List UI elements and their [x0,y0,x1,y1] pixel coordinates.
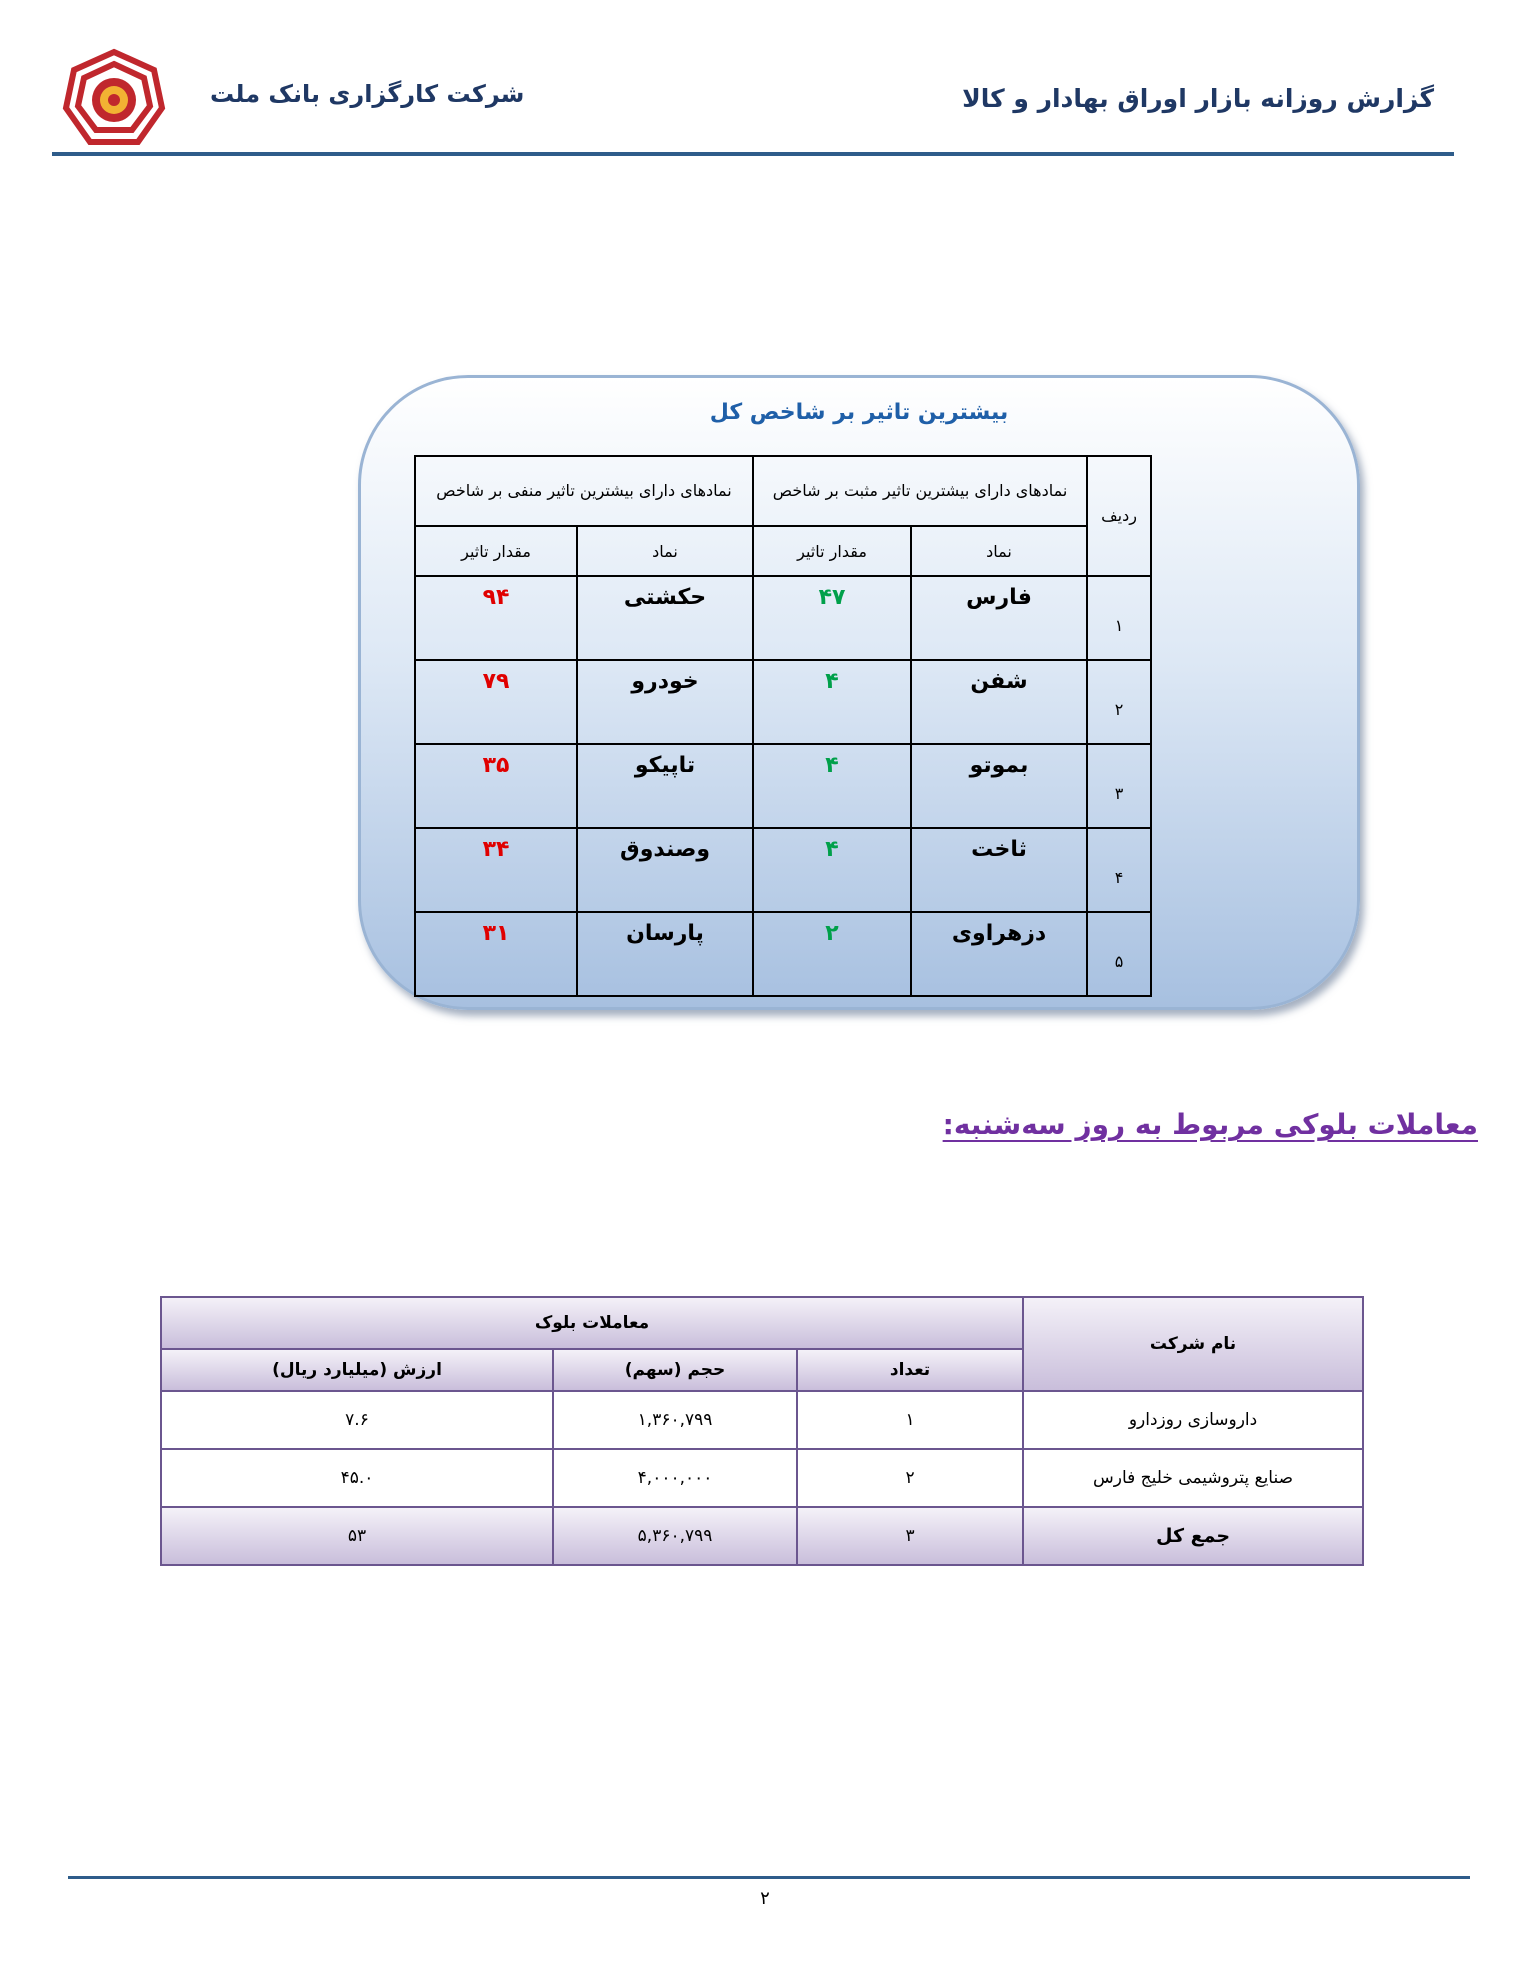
positive-amount: ۴ [753,660,911,744]
value-cell: ۷.۶ [161,1391,553,1449]
negative-amount: ۳۱ [415,912,577,996]
negative-amount: ۳۴ [415,828,577,912]
col-header-volume: حجم (سهم) [553,1349,797,1391]
table-row [161,1391,1363,1449]
table-row [415,660,1151,744]
table-row [415,912,1151,996]
negative-symbol: خودرو [577,660,753,744]
row-number: ۲ [1087,660,1151,744]
company-name-cell: صنایع پتروشیمی خلیج فارس [1023,1449,1363,1507]
positive-symbol: ثاخت [911,828,1087,912]
positive-symbol: بموتو [911,744,1087,828]
negative-amount: ۳۵ [415,744,577,828]
count-cell: ۲ [797,1449,1023,1507]
col-header-pos-symbol: نماد [911,526,1087,576]
table-row [415,744,1151,828]
col-header-count: تعداد [797,1349,1023,1391]
group-header-block-trades: معاملات بلوک [161,1297,1023,1349]
total-count: ۳ [797,1507,1023,1565]
count-cell: ۱ [797,1391,1023,1449]
value-cell: ۴۵.۰ [161,1449,553,1507]
positive-amount: ۴ [753,828,911,912]
col-header-row: ردیف [1087,456,1151,576]
negative-symbol: حکشتی [577,576,753,660]
negative-symbol: تاپیکو [577,744,753,828]
negative-symbol: پارسان [577,912,753,996]
row-number: ۳ [1087,744,1151,828]
positive-symbol: شفن [911,660,1087,744]
positive-amount: ۴۷ [753,576,911,660]
page-number: ۲ [760,1888,770,1909]
row-number: ۴ [1087,828,1151,912]
negative-amount: ۷۹ [415,660,577,744]
total-row [161,1507,1363,1565]
col-header-value: ارزش (میلیارد ریال) [161,1349,553,1391]
col-header-neg-symbol: نماد [577,526,753,576]
header-divider [52,152,1454,156]
footer-divider [68,1876,1470,1879]
volume-cell: ۴,۰۰۰,۰۰۰ [553,1449,797,1507]
index-impact-table [414,455,1152,997]
group-header-negative: نمادهای دارای بیشترین تاثیر منفی بر شاخص [415,456,753,526]
report-title: گزارش روزانه بازار اوراق بهادار و کالا [962,84,1434,113]
bank-mellat-logo-icon [62,48,166,148]
total-value: ۵۳ [161,1507,553,1565]
negative-amount: ۹۴ [415,576,577,660]
total-label: جمع کل [1023,1507,1363,1565]
positive-symbol: فارس [911,576,1087,660]
col-header-pos-amount: مقدار تاثیر [753,526,911,576]
negative-symbol: وصندوق [577,828,753,912]
company-name-cell: داروسازی روزدارو [1023,1391,1363,1449]
table-row [161,1449,1363,1507]
block-trades-heading: معاملات بلوکی مربوط به روز سه‌شنبه: [942,1108,1478,1141]
row-number: ۵ [1087,912,1151,996]
positive-amount: ۴ [753,744,911,828]
col-header-company: نام شرکت [1023,1297,1363,1391]
total-volume: ۵,۳۶۰,۷۹۹ [553,1507,797,1565]
block-trades-table [160,1296,1364,1566]
col-header-neg-amount: مقدار تاثیر [415,526,577,576]
row-number: ۱ [1087,576,1151,660]
positive-amount: ۲ [753,912,911,996]
positive-symbol: دزهراوی [911,912,1087,996]
group-header-positive: نمادهای دارای بیشترین تاثیر مثبت بر شاخص [753,456,1087,526]
table-row [415,828,1151,912]
table-row [415,576,1151,660]
company-name: شرکت کارگزاری بانک ملت [210,80,525,108]
volume-cell: ۱,۳۶۰,۷۹۹ [553,1391,797,1449]
index-impact-title: بیشترین تاثیر بر شاخص کل [709,400,1009,425]
